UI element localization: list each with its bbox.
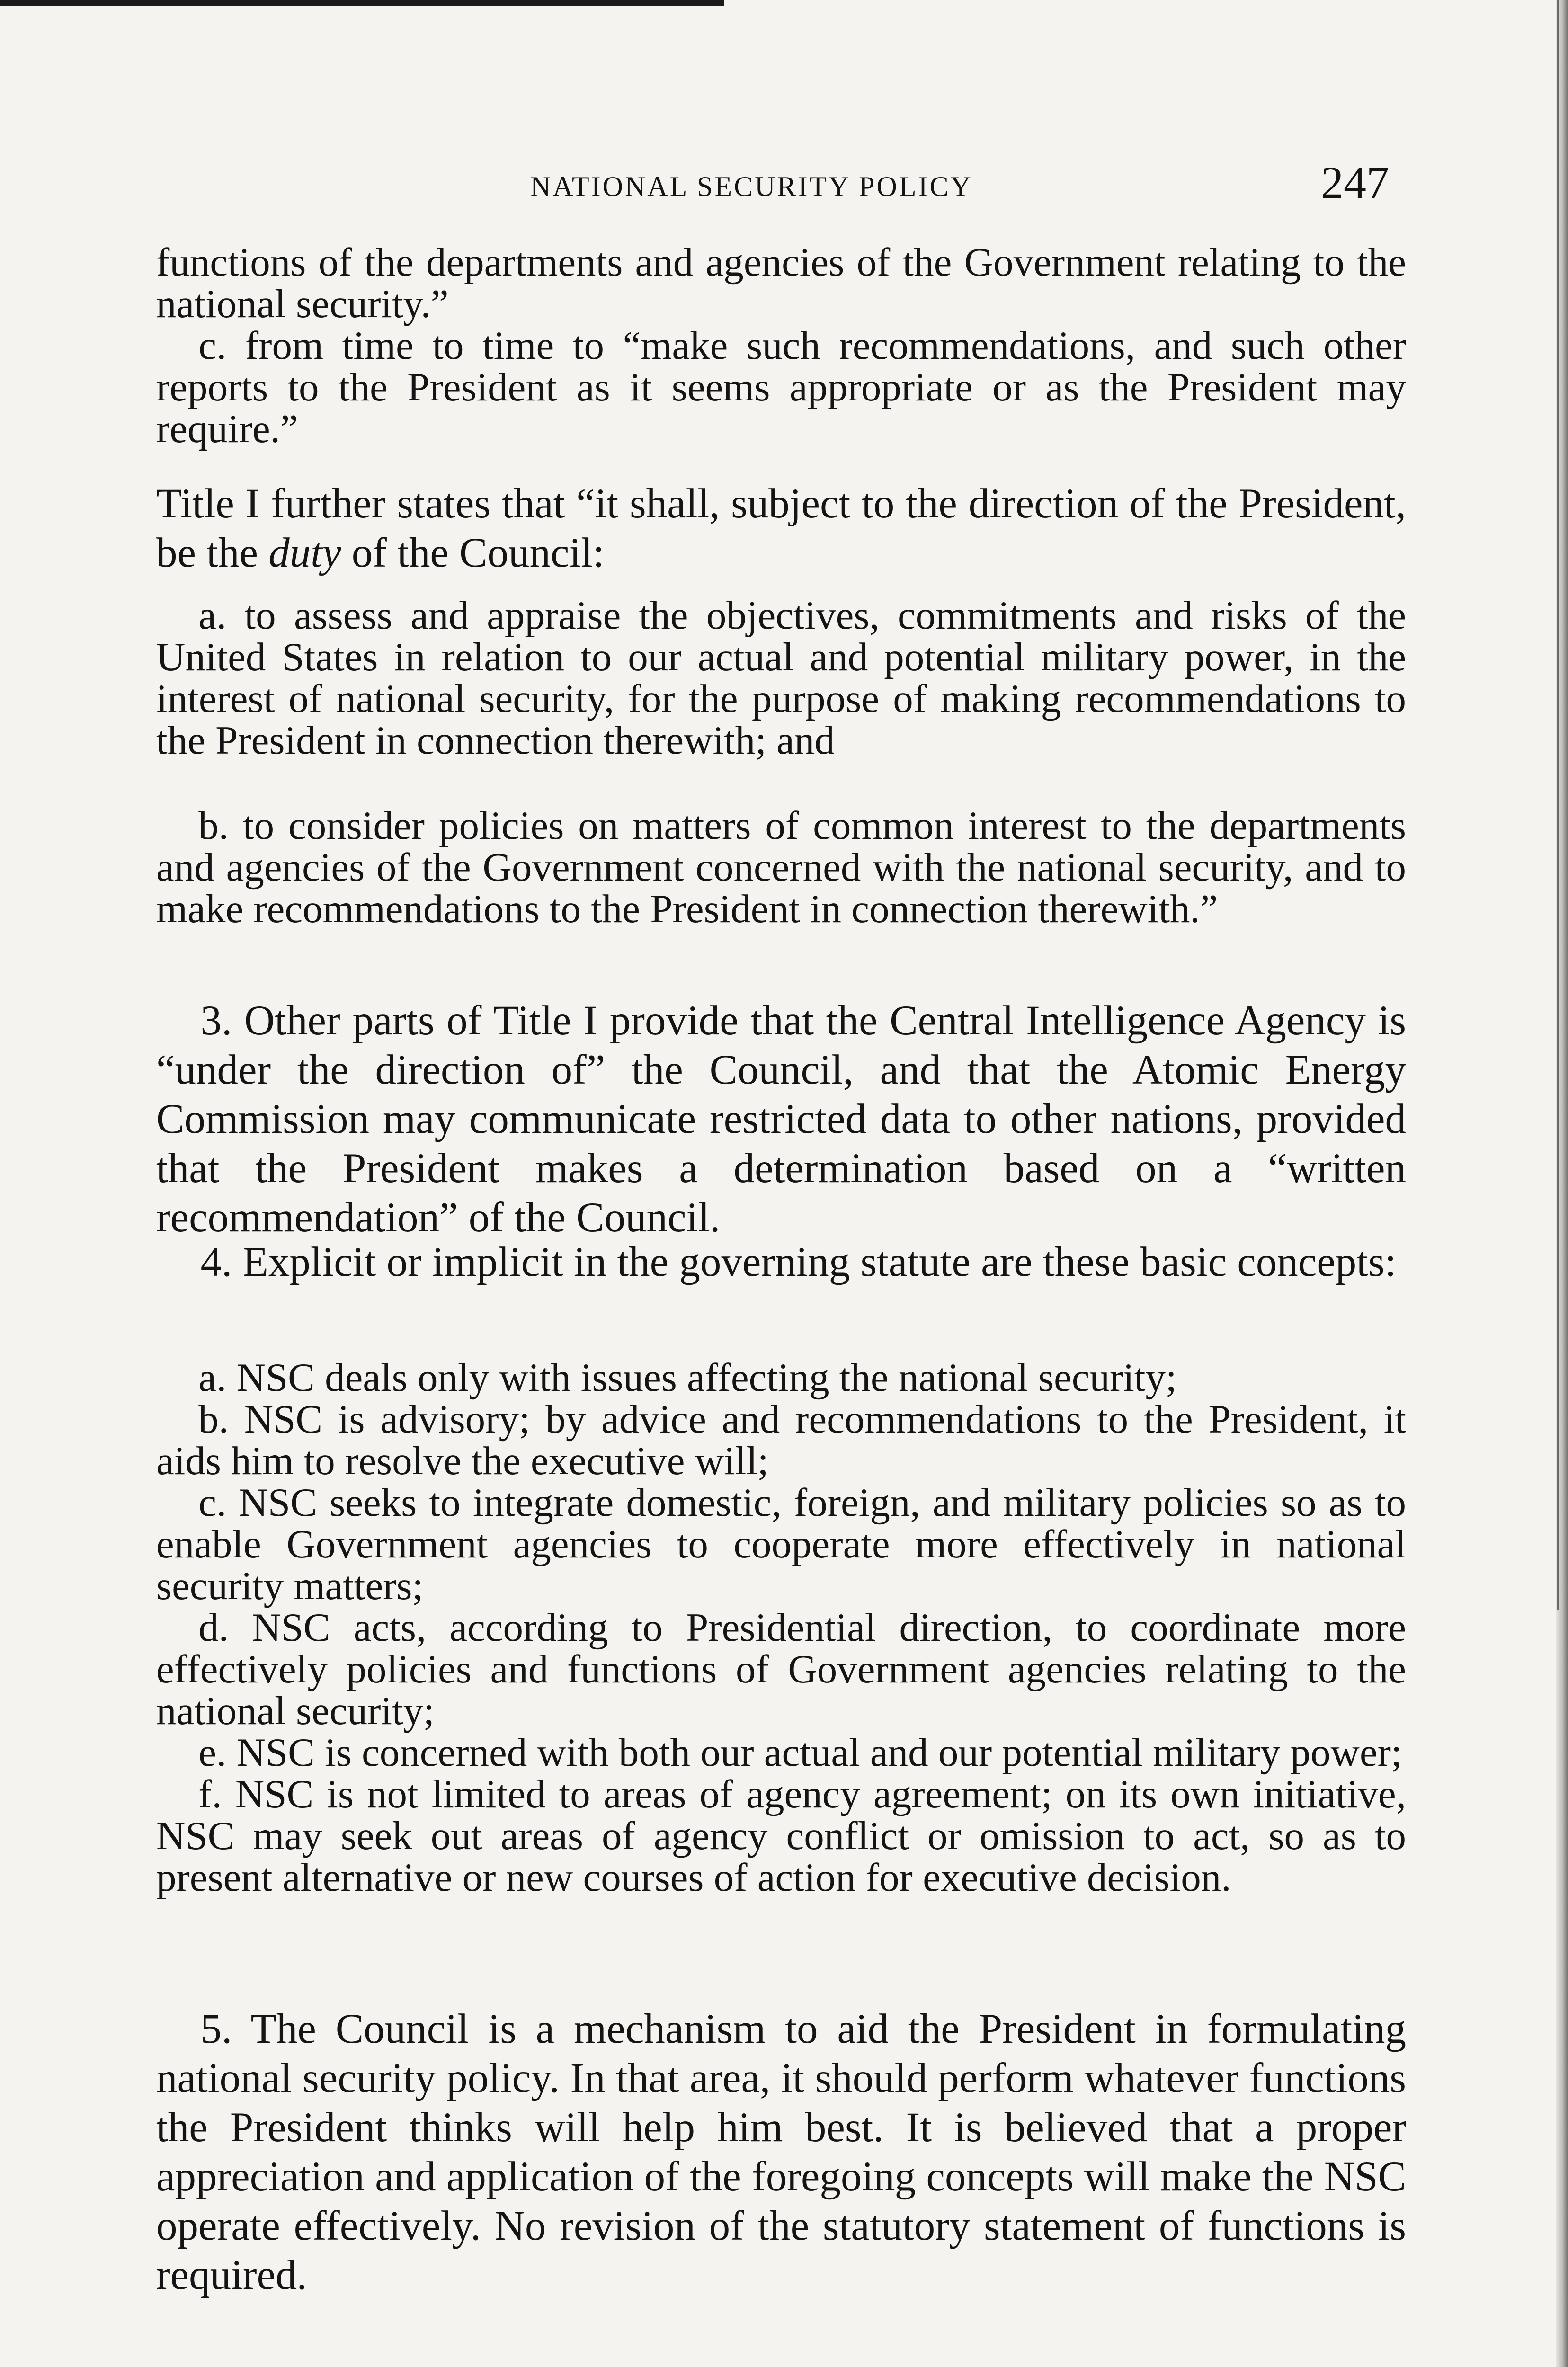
concept-item: f. NSC is not limited to areas of agency agreement; on its own initiative, NSC may seek out areas of agency conflict or omission to act, so as to present alternative or new courses of action for executive decision. bbox=[156, 1772, 1406, 1900]
concept-item: a. NSC deals only with issues affecting the national security; bbox=[198, 1355, 1177, 1400]
title-one-text-end: of the Council: bbox=[341, 530, 605, 576]
page-edge-line bbox=[1557, 0, 1559, 1610]
concept-item: b. NSC is advisory; by advice and recommendations to the President, it aids him to resolve the executive will; bbox=[156, 1397, 1406, 1483]
duty-emphasis: duty bbox=[268, 530, 341, 576]
concept-item: c. NSC seeks to integrate domestic, foreign, and military policies so as to enable Government agencies to cooperate more effectively in national security matters; bbox=[156, 1480, 1406, 1608]
paragraph-3: 3. Other parts of Title I provide that the Central Intelligence Agency is “under the direction of” the Council, and that the Atomic Energy Commission may communicate restricted data to other nations, provided that the President makes a determination based on a “written recommendation” of the Council. bbox=[156, 997, 1406, 1241]
running-head: NATIONAL SECURITY POLICY bbox=[530, 171, 973, 202]
concepts-list bbox=[156, 1357, 1406, 1898]
concept-item: d. NSC acts, according to Presidential direction, to coordinate more effectively policies and functions of Government agencies relating to the national security; bbox=[156, 1605, 1406, 1733]
paragraph-5: 5. The Council is a mechanism to aid the President in formulating national security policy. In that area, it should perform whatever functions the President thinks will help him best. It is believed that a proper appreciation and application of the foregoing concepts will make the NSC operate effectively. No revision of the statutory statement of functions is required. bbox=[156, 2006, 1406, 2298]
paragraph-title-one bbox=[156, 479, 1406, 578]
page-header bbox=[156, 142, 1406, 218]
paragraph-c: c. from time to time to “make such recommendations, and such other reports to the President as it seems appropriate or as the President may require.” bbox=[156, 323, 1406, 451]
duty-item-a: a. to assess and appraise the objectives, commitments and risks of the United States in relation to our actual and potential military power, in the interest of national security, for the purpose of making recommendations to the President in connection therewith; and bbox=[156, 593, 1406, 763]
top-rule bbox=[0, 0, 724, 6]
duty-item-b: b. to consider policies on matters of common interest to the departments and agencies of the Government concerned with the national security, and to make recommendations to the President in connection therewith.” bbox=[156, 803, 1406, 931]
page-number: 247 bbox=[1321, 157, 1389, 208]
concept-item: e. NSC is concerned with both our actual and our potential military power; bbox=[198, 1730, 1402, 1775]
title-one-text-start: Title I further states that “it shall, subject to the direction of the President, be the bbox=[156, 481, 1406, 576]
paragraph-4: 4. Explicit or implicit in the governing statute are these basic concepts: bbox=[200, 1239, 1397, 1285]
paragraph-a-continuation: functions of the departments and agencies of the Government relating to the national security.” bbox=[156, 240, 1406, 326]
